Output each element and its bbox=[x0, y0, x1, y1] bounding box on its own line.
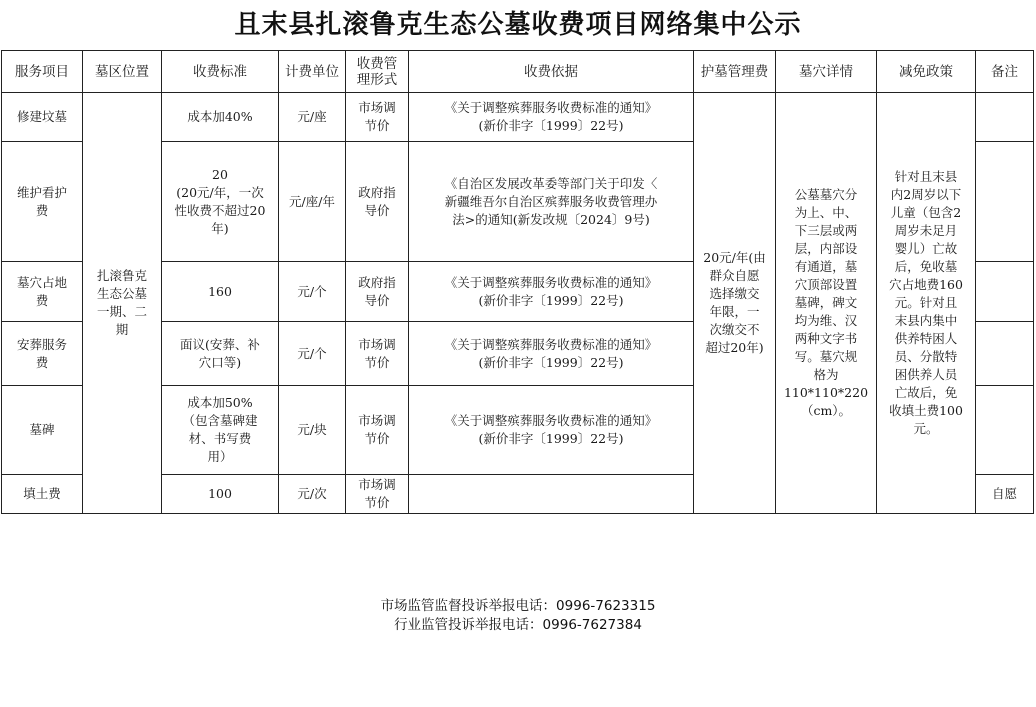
row-standard: 面议(安葬、补 穴口等) bbox=[162, 322, 279, 386]
row-remark bbox=[976, 93, 1034, 142]
header-basis: 收费依据 bbox=[409, 51, 694, 93]
row-management: 市场调 节价 bbox=[346, 386, 409, 475]
row-management: 市场调 节价 bbox=[346, 322, 409, 386]
exemption-policy-cell: 针对且末县 内2周岁以下 儿童（包含2 周岁未足月 婴儿）亡故 后，免收墓 穴占地费160 元。针对且 末县内集中 供养特困人 员、分散特 困供养人员 亡故后，免 收填土费100 元。 bbox=[877, 93, 976, 514]
row-item: 修建坟墓 bbox=[2, 93, 83, 142]
header-location: 墓区位置 bbox=[83, 51, 162, 93]
row-basis: 《关于调整殡葬服务收费标准的通知》 (新价非字〔1999〕22号) bbox=[409, 93, 694, 142]
maintenance-fee-cell: 20元/年(由 群众自愿 选择缴交 年限，一 次缴交不 超过20年) bbox=[694, 93, 776, 514]
row-management: 政府指 导价 bbox=[346, 262, 409, 322]
row-item: 墓碑 bbox=[2, 386, 83, 475]
row-item: 填土费 bbox=[2, 475, 83, 514]
row-unit: 元/次 bbox=[279, 475, 346, 514]
row-unit: 元/座 bbox=[279, 93, 346, 142]
header-standard: 收费标准 bbox=[162, 51, 279, 93]
row-remark: 自愿 bbox=[976, 475, 1034, 514]
row-basis: 《自治区发展改革委等部门关于印发〈 新疆维吾尔自治区殡葬服务收费管理办 法>的通知(新发改规〔2024〕9号) bbox=[409, 142, 694, 262]
row-unit: 元/座/年 bbox=[279, 142, 346, 262]
row-basis: 《关于调整殡葬服务收费标准的通知》 (新价非字〔1999〕22号) bbox=[409, 262, 694, 322]
header-row bbox=[2, 51, 1034, 93]
header-exemption: 减免政策 bbox=[877, 51, 976, 93]
row-item: 安葬服务 费 bbox=[2, 322, 83, 386]
industry-hotline: 行业监管投诉举报电话：0996-7627384 bbox=[394, 617, 642, 633]
market-hotline: 市场监管监督投诉举报电话：0996-7623315 bbox=[380, 598, 656, 614]
row-basis: 《关于调整殡葬服务收费标准的通知》 (新价非字〔1999〕22号) bbox=[409, 386, 694, 475]
row-standard: 成本加50% （包含墓碑建 材、书写费 用） bbox=[162, 386, 279, 475]
header-remarks: 备注 bbox=[976, 51, 1034, 93]
page-title: 且末县扎滚鲁克生态公墓收费项目网络集中公示 bbox=[234, 10, 802, 40]
row-remark bbox=[976, 142, 1034, 262]
row-item: 维护看护 费 bbox=[2, 142, 83, 262]
row-unit: 元/个 bbox=[279, 262, 346, 322]
grave-details-cell: 公墓墓穴分 为上、中、 下三层或两 层，内部设 有通道，墓 穴顶部设置 墓碑，碑文 均为维、汉 两种文字书 写。墓穴规 格为 110*110*220 （cm）。 bbox=[776, 93, 877, 514]
row-remark bbox=[976, 262, 1034, 322]
header-maintenance: 护墓管理费 bbox=[694, 51, 776, 93]
row-management: 政府指 导价 bbox=[346, 142, 409, 262]
row-unit: 元/个 bbox=[279, 322, 346, 386]
header-item: 服务项目 bbox=[2, 51, 83, 93]
header-details: 墓穴详情 bbox=[776, 51, 877, 93]
row-standard: 160 bbox=[162, 262, 279, 322]
row-management: 市场调 节价 bbox=[346, 93, 409, 142]
row-standard: 20 (20元/年，一次 性收费不超过20 年) bbox=[162, 142, 279, 262]
header-unit: 计费单位 bbox=[279, 51, 346, 93]
row-item: 墓穴占地 费 bbox=[2, 262, 83, 322]
row-remark bbox=[976, 322, 1034, 386]
table-row bbox=[2, 93, 1034, 142]
row-basis bbox=[409, 475, 694, 514]
row-management: 市场调 节价 bbox=[346, 475, 409, 514]
header-management: 收费管 理形式 bbox=[346, 51, 409, 93]
row-remark bbox=[976, 386, 1034, 475]
row-unit: 元/块 bbox=[279, 386, 346, 475]
row-standard: 100 bbox=[162, 475, 279, 514]
fee-table bbox=[1, 50, 1034, 514]
row-standard: 成本加40% bbox=[162, 93, 279, 142]
location-cell: 扎滚鲁克 生态公墓 一期、二 期 bbox=[83, 93, 162, 514]
row-basis: 《关于调整殡葬服务收费标准的通知》 (新价非字〔1999〕22号) bbox=[409, 322, 694, 386]
